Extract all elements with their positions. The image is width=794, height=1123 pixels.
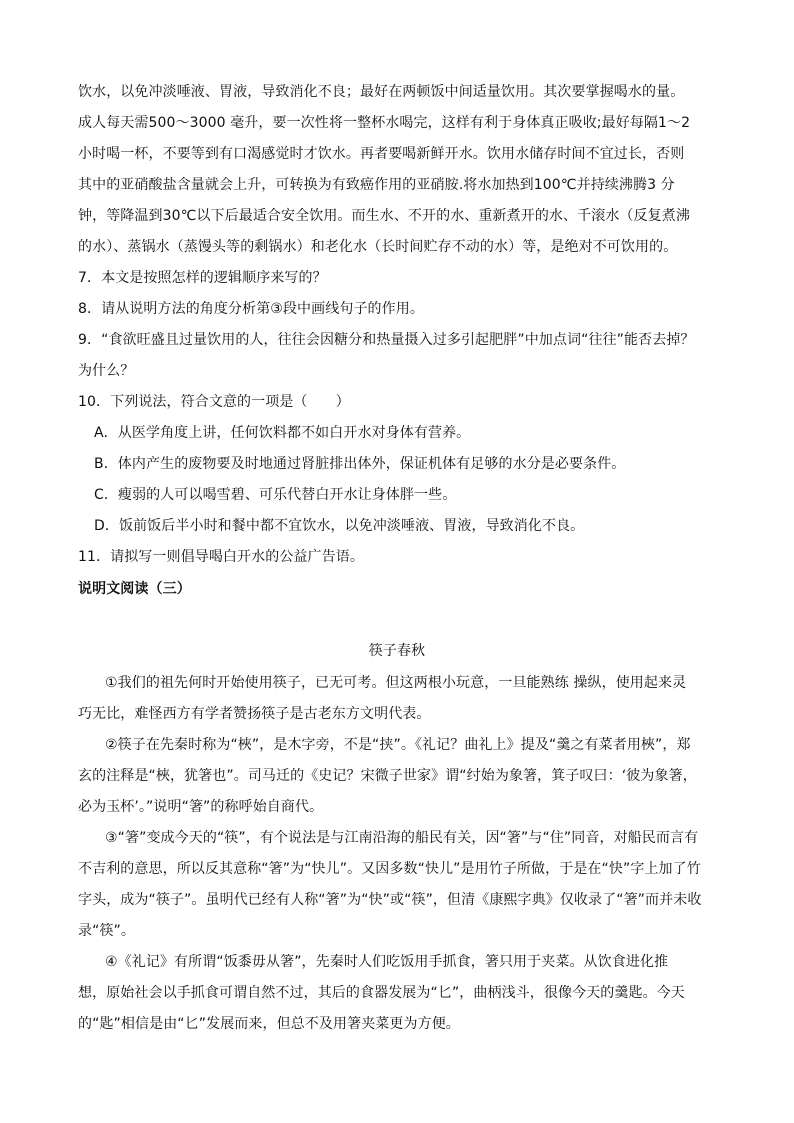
question-10-option-b: B．体内产生的废物要及时地通过肾脏排出体外，保证机体有足够的水分是必要条件。 <box>94 456 626 472</box>
article-paragraph-3-line-3: 字头，成为“筷子”。虽明代已经有人称“箸”为“快”或“筷”，但清《康熙字典》仅收录了“箸”而并未收 <box>78 892 702 908</box>
section-heading: 说明文阅读（三） <box>78 581 191 597</box>
article-paragraph-1-line-1: ①我们的祖先何时开始使用筷子，已无可考。但这两根小玩意，一旦能熟练 操纵，使用起来灵 <box>105 675 687 691</box>
intro-line-4: 其中的亚硝酸盐含量就会上升，可转换为有致癌作用的亚硝胺.将水加热到100℃并持续沸腾3 分 <box>78 177 675 193</box>
article-paragraph-1-line-2: 巧无比，难怪西方有学者赞扬筷子是古老东方文明代表。 <box>78 706 431 722</box>
question-11: 11．请拟写一则倡导喝白开水的公益广告语。 <box>78 549 364 565</box>
question-7: 7．本文是按照怎样的逻辑顺序来写的？ <box>78 270 327 286</box>
intro-line-2: 成人每天需500～3000 毫升，要一次性将一整杯水喝完，这样有利于身体真正吸收;最好每隔1～2 <box>78 115 691 131</box>
article-paragraph-3-line-4: 录“筷”。 <box>78 923 136 939</box>
intro-line-3: 小时喝一杯，不要等到有口渴感觉时才饮水。再者要喝新鲜开水。饮用水储存时间不宜过长，否则 <box>78 146 685 162</box>
intro-line-1: 饮水，以免冲淡唾液、胃液，导致消化不良；最好在两顿饭中间适量饮用。其次要掌握喝水的量。 <box>78 84 685 100</box>
article-title: 筷子春秋 <box>368 643 426 659</box>
intro-line-6: 的水）、蒸锅水（蒸馒头等的剩锅水）和老化水（长时间贮存不动的水）等，是绝对不可饮用的。 <box>78 239 678 255</box>
question-10-option-c: C．瘦弱的人可以喝雪碧、可乐代替白开水让身体胖一些。 <box>94 487 457 503</box>
article-paragraph-4-line-3: 的“匙”相信是由“匕”发展而来，但总不及用箸夹菜更为方便。 <box>78 1016 460 1032</box>
question-9-line-1: 9．“食欲旺盛且过量饮用的人，往往会因糖分和热量摄入过多引起肥胖”中加点词“往往”能否去掉？ <box>78 332 695 348</box>
question-9-line-2: 为什么？ <box>78 363 135 379</box>
article-paragraph-3-line-2: 不吉利的意思，所以反其意称“箸”为“快儿”。又因多数“快儿”是用竹子所做，于是在“快”字上加了竹 <box>78 861 701 877</box>
article-paragraph-3-line-1: ③“箸”变成今天的“筷”，有个说法是与江南沿海的船民有关，因“箸”与“住”同音，对船民而言有 <box>105 830 699 846</box>
article-paragraph-4-line-2: 想，原始社会以手抓食可谓自然不过，其后的食器发展为“匕”，曲柄浅斗，很像今天的羹匙。今天 <box>78 985 685 1001</box>
question-10-option-a: A．从医学角度上讲，任何饮料都不如白开水对身体有营养。 <box>94 425 471 441</box>
question-10-option-d: D．饭前饭后半小时和餐中都不宜饮水，以免冲淡唾液、胃液，导致消化不良。 <box>94 518 585 534</box>
article-paragraph-2-line-3: 必为玉杯’。”说明“箸”的称呼始自商代。 <box>78 799 324 815</box>
article-paragraph-2-line-2: 玄的注释是“梜，犹箸也”。司马迁的《史记？宋微子世家》谓“纣始为象箸，箕子叹曰：‘彼为象箸， <box>78 768 697 784</box>
intro-line-5: 钟，等降温到30℃以下后最适合安全饮用。而生水、不开的水、重新煮开的水、千滚水（反复煮沸 <box>78 208 690 224</box>
question-10: 10．下列说法，符合文意的一项是（ ） <box>78 394 350 410</box>
article-paragraph-2-line-1: ②筷子在先秦时称为“梜”，是木字旁，不是“挟”。《礼记？曲礼上》提及“羹之有菜者用梜”，郑 <box>105 737 691 753</box>
article-paragraph-4-line-1: ④《礼记》有所谓“饭黍毋从箸”，先秦时人们吃饭用手抓食，箸只用于夹菜。从饮食进化推 <box>105 954 669 970</box>
question-8: 8．请从说明方法的角度分析第③段中画线句子的作用。 <box>78 301 424 317</box>
